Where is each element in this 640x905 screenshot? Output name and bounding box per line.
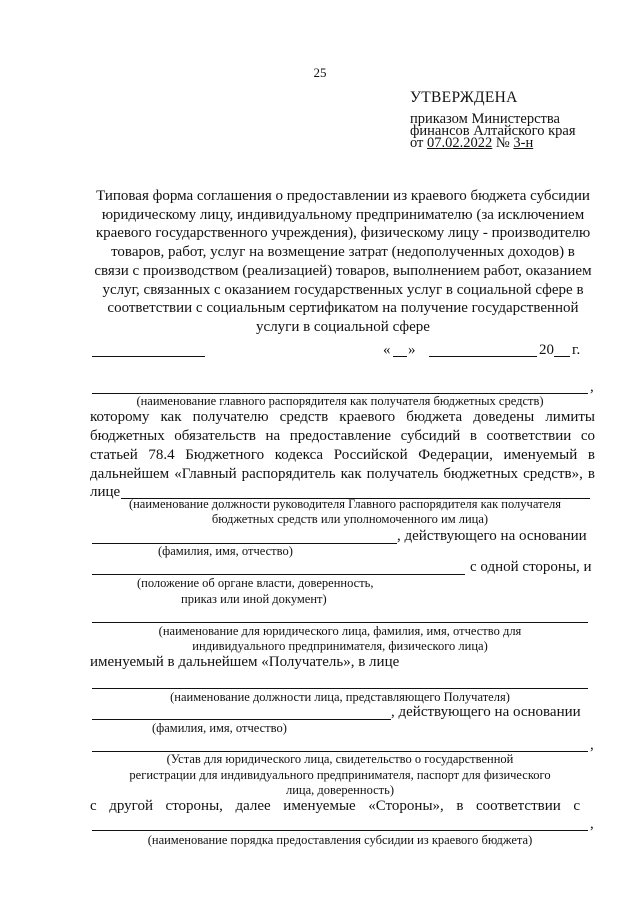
title-line: краевого государственного учреждения), физическому лицу - производителю — [95, 225, 591, 242]
approval-line-1: приказом Министерства — [410, 111, 560, 127]
title-line: Типовая форма соглашения о предоставлении из краевого бюджета субсидии — [96, 188, 590, 204]
one-side-label: с одной стороны, и — [470, 559, 592, 575]
paragraph-line: которому как получателю средств краевого бюджета доведены лимиты — [90, 409, 595, 425]
caption-position-1: (наименование должности руководителя Главного распорядителя как получателя — [128, 497, 562, 511]
comma: , — [590, 737, 594, 753]
year-blank[interactable] — [554, 356, 570, 357]
month-blank[interactable] — [429, 356, 537, 357]
caption-charter-3: лица, доверенность) — [285, 783, 394, 797]
title-line: услуг, связанных с оказанием государственных услуг в социальной сфере в — [102, 281, 584, 298]
approval-number: 3-н — [513, 135, 534, 151]
basis-doc-blank-1[interactable] — [92, 574, 465, 575]
page-number: 25 — [313, 65, 327, 80]
year-prefix: 20 — [539, 342, 554, 358]
approval-date: 07.02.2022 — [427, 135, 493, 151]
approval-title: УТВЕРЖДЕНА — [410, 89, 518, 106]
caption-doc-1: (положение об органе власти, доверенность, — [137, 576, 374, 590]
caption-procedure: (наименование порядка предоставления субсидии из краевого бюджета) — [147, 833, 533, 847]
caption-main-manager: (наименование главного распорядителя как получателя бюджетных средств) — [136, 394, 544, 408]
date-quote-open: « — [383, 342, 391, 358]
day-blank[interactable] — [393, 356, 407, 357]
caption-position-2: бюджетных средств или уполномоченного им лица) — [211, 512, 489, 526]
comma: , — [590, 816, 594, 832]
title-line: товаров, работ, услуг на возмещение затрат (недополученных доходов) в — [111, 244, 575, 261]
recipient-position-blank[interactable] — [92, 688, 588, 689]
caption-recipient-position: (наименование должности лица, представляющего Получателя) — [170, 690, 510, 704]
approval-line-2: финансов Алтайского края — [410, 123, 576, 139]
title-line: связи с производством (реализацией) товаров, выполнением работ, оказанием — [94, 262, 592, 279]
procedure-blank[interactable] — [92, 830, 588, 831]
paragraph-line: бюджетных обязательств на предоставление субсидий в соответствии со — [90, 428, 595, 444]
approval-date-line — [410, 136, 533, 150]
place-blank[interactable] — [92, 356, 205, 357]
comma: , — [590, 379, 594, 395]
other-side-line: с другой стороны, далее именуемые «Стороны», в соответствии с — [90, 798, 580, 814]
in-person-label: лице — [90, 484, 121, 500]
caption-fio-2: (фамилия, имя, отчество) — [152, 721, 287, 735]
caption-recipient-2: индивидуального предпринимателя, физического лица) — [192, 639, 488, 653]
fio-blank-2[interactable] — [92, 719, 391, 720]
caption-charter-2: регистрации для индивидуального предпринимателя, паспорт для физического — [129, 768, 551, 782]
title-line: юридическому лицу, индивидуальному предпринимателю (за исключением — [101, 206, 585, 223]
recipient-blank[interactable] — [92, 622, 588, 623]
acting-basis-2: , действующего на основании — [391, 704, 581, 720]
year-suffix: г. — [572, 342, 581, 358]
title-line: услуги в социальной сфере — [256, 318, 430, 335]
caption-charter-1: (Устав для юридического лица, свидетельство о государственной — [166, 752, 514, 766]
title-line: соответствии с социальным сертификатом на получение государственной — [107, 300, 579, 317]
caption-recipient-1: (наименование для юридического лица, фамилия, имя, отчество для — [158, 624, 522, 638]
acting-basis-1: , действующего на основании — [397, 528, 587, 544]
paragraph-line: статьей 78.4 Бюджетного кодекса Российской Федерации, именуемый в — [90, 447, 595, 463]
approval-date-prefix: от — [410, 135, 424, 151]
document-title — [88, 187, 598, 337]
paragraph-line: дальнейшем «Главный распорядитель как получатель бюджетных средств», в — [90, 466, 595, 482]
date-quote-close: » — [408, 342, 416, 358]
caption-fio-1: (фамилия, имя, отчество) — [158, 544, 293, 558]
caption-doc-2: приказ или иной документ) — [181, 592, 327, 606]
approval-number-prefix: № — [495, 135, 510, 151]
named-recipient-label: именуемый в дальнейшем «Получатель», в лице — [90, 654, 400, 670]
